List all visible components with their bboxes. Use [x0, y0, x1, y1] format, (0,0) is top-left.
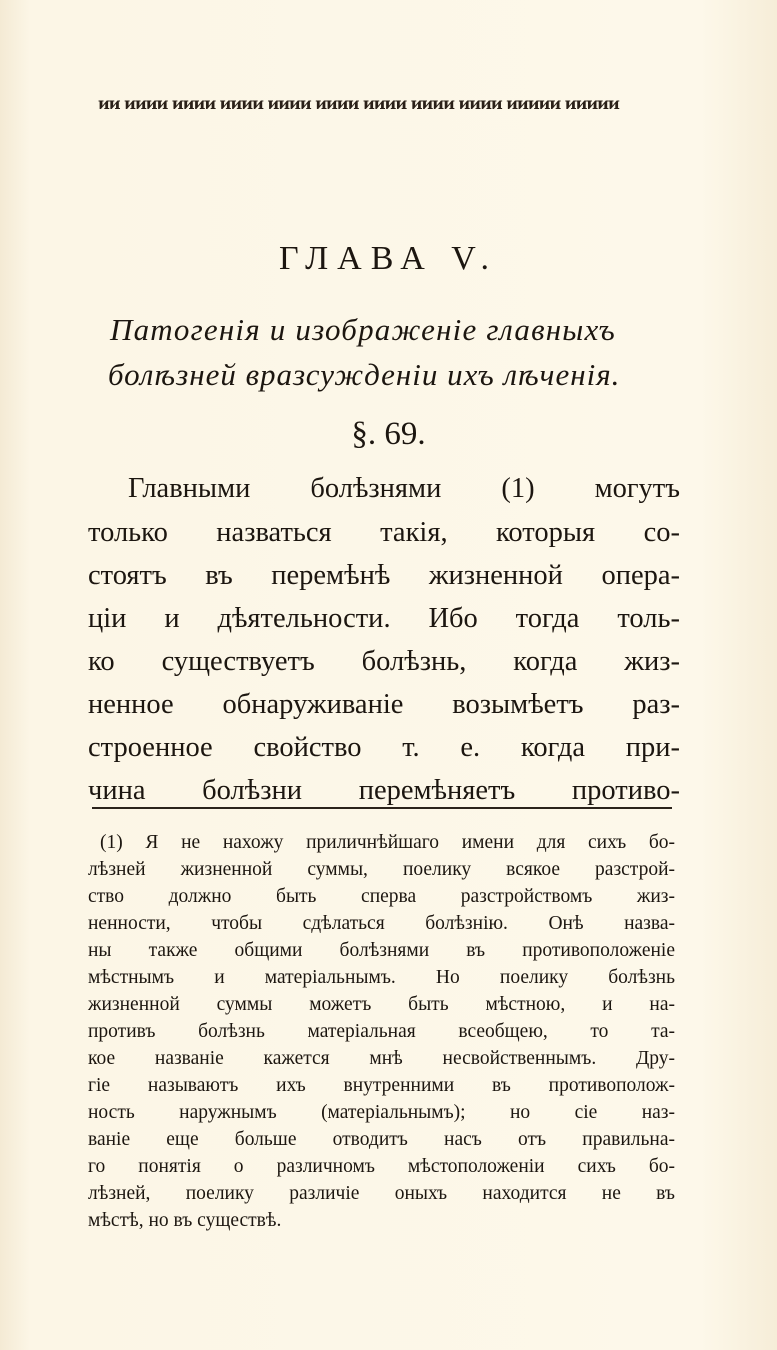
body-text-line: ко существуетъ болѣзнь, когда жиз-: [88, 646, 680, 677]
section-number: §. 69.: [351, 416, 426, 452]
header-ornament: ᴎᴎ ᴎᴎᴎᴎ ᴎᴎᴎᴎ ᴎᴎᴎᴎ ᴎᴎᴎᴎ ᴎᴎᴎᴎ ᴎᴎᴎᴎ ᴎᴎᴎᴎ ᴎᴎᴎᴎ ᴎᴎᴎᴎᴎ ᴎᴎᴎᴎᴎ: [98, 93, 619, 113]
chapter-title: ГЛАВА V.: [279, 240, 498, 277]
chapter-subtitle-line: болѣзней вразсужденіи ихъ лѣченія.: [108, 357, 621, 392]
footnote-line: (1) Я не нахожу приличнѣйшаго имени для сихъ бо-: [100, 832, 675, 853]
footnote-line: ваніе еще больше отводитъ насъ отъ правильна-: [88, 1129, 675, 1150]
footnote-line: кое названіе кажется мнѣ несвойственнымъ. Дру-: [88, 1048, 675, 1069]
footnote-line: ны также общими болѣзнями въ противоположеніе: [88, 940, 675, 961]
body-text-line: только назваться такія, которыя со-: [88, 517, 680, 548]
body-text-line: чина болѣзни перемѣняетъ противо-: [88, 775, 680, 806]
body-text-line: Главными болѣзнями (1) могутъ: [128, 473, 680, 504]
footnote-line: ненности, чтобы сдѣлаться болѣзнію. Онѣ назва-: [88, 913, 675, 934]
body-text-line: строенное свойство т. е. когда при-: [88, 732, 680, 763]
footnote-line: противъ болѣзнь матеріальная всеобщею, то та-: [88, 1021, 675, 1042]
footnote-line: гіе называютъ ихъ внутренними въ противополож-: [88, 1075, 675, 1096]
footnote-line: го понятія о различномъ мѣстоположеніи сихъ бо-: [88, 1156, 675, 1177]
footnote-line: ность наружнымъ (матеріальнымъ); но сіе наз-: [88, 1102, 675, 1123]
body-text-line: стоятъ въ перемѣнѣ жизненной опера-: [88, 560, 680, 591]
footnote-line: жизненной суммы можетъ быть мѣстною, и на-: [88, 994, 675, 1015]
footnote-separator: [92, 807, 672, 809]
footnote-line: мѣстѣ, но въ существѣ.: [88, 1210, 282, 1231]
body-text-line: ненное обнаруживаніе возымѣетъ раз-: [88, 689, 680, 720]
footnote-line: лѣзней, поелику различіе оныхъ находится не въ: [88, 1183, 675, 1204]
chapter-subtitle-line: Патогенія и изображеніе главныхъ: [110, 312, 616, 347]
body-text-line: ціи и дѣятельности. Ибо тогда толь-: [88, 603, 680, 634]
footnote-line: мѣстнымъ и матеріальнымъ. Но поелику болѣзнь: [88, 967, 675, 988]
footnote-line: ство должно быть сперва разстройствомъ жиз-: [88, 886, 675, 907]
footnote-line: лѣзней жизненной суммы, поелику всякое разстрой-: [88, 859, 675, 880]
